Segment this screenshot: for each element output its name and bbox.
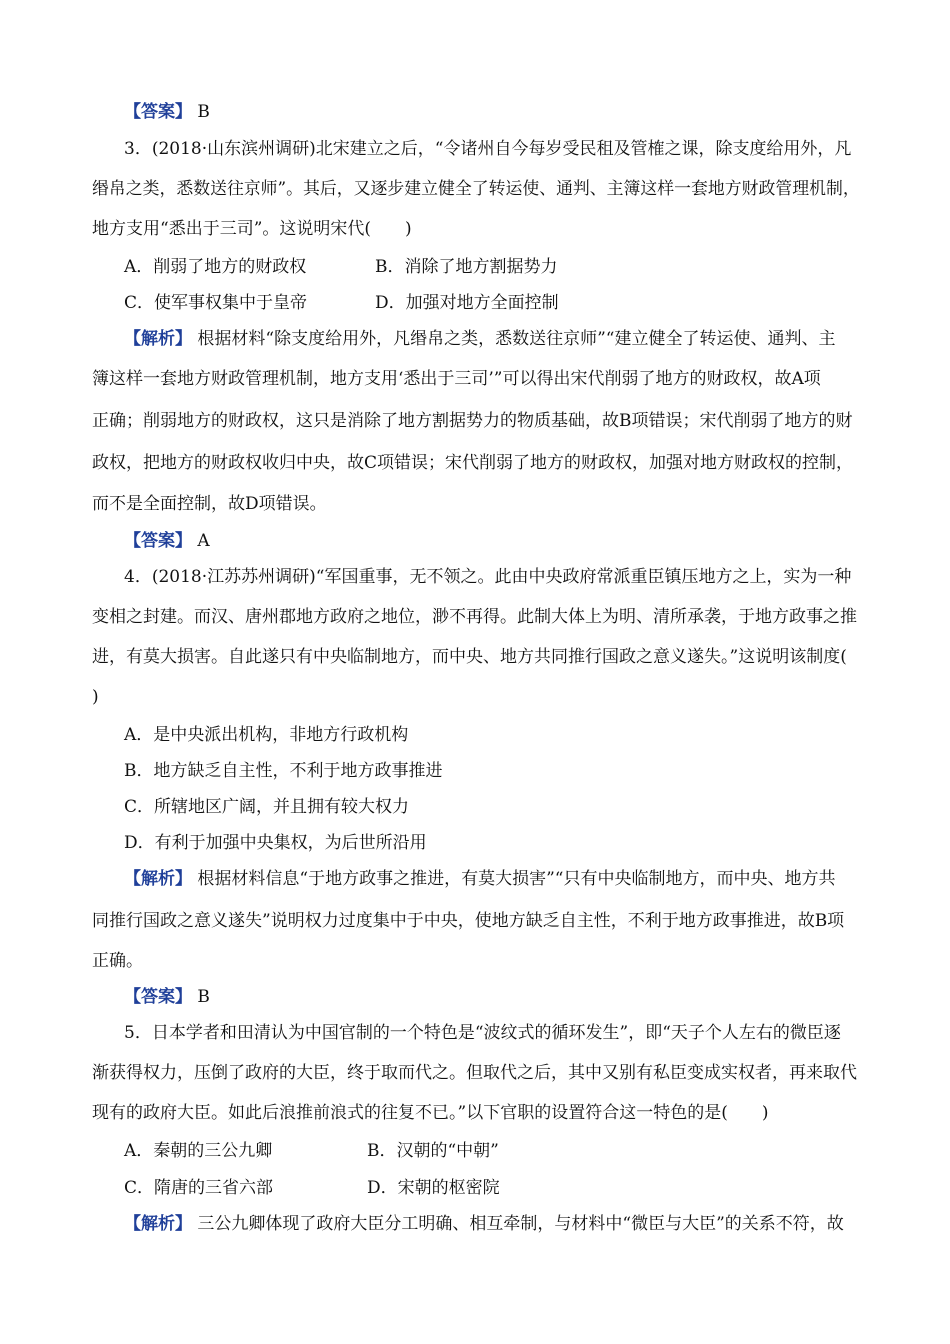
answer-tag: 【答案】 bbox=[124, 987, 192, 1007]
option-d: D．宋朝的枢密院 bbox=[367, 1178, 500, 1198]
analysis-text: 同推行国政之意义遂失”说明权力过度集中于中央，使地方缺乏自主性，不利于地方政事推进，故B项 bbox=[92, 911, 845, 931]
question-stem: 5．日本学者和田清认为中国官制的一个特色是“波纹式的循环发生”，即“天子个人左右的微臣逐 bbox=[124, 1023, 841, 1043]
option-row bbox=[124, 256, 558, 278]
option-a: A．是中央派出机构，非地方行政机构 bbox=[124, 725, 409, 745]
option-d: D．加强对地方全面控制 bbox=[375, 293, 559, 313]
question-stem: 地方支用“悉出于三司”。这说明宋代( ) bbox=[92, 219, 412, 239]
question-stem: ) bbox=[92, 687, 99, 707]
option-b: B．地方缺乏自主性，不利于地方政事推进 bbox=[124, 761, 443, 781]
option-b: B．汉朝的“中朝” bbox=[367, 1141, 499, 1161]
answer-line bbox=[124, 986, 210, 1008]
question-stem: 缗帛之类，悉数送往京师”。其后，又逐步建立健全了转运使、通判、主簿这样一套地方财政管理机制， bbox=[92, 179, 860, 199]
question-stem: 3．(2018·山东滨州调研)北宋建立之后，“令诸州自今每岁受民租及管榷之课，除支度给用外，凡 bbox=[124, 139, 852, 159]
analysis-text: 而不是全面控制，故D项错误。 bbox=[92, 494, 327, 514]
answer-line bbox=[124, 530, 210, 552]
question-stem: 渐获得权力，压倒了政府的大臣，终于取而代之。但取代之后，其中又别有私臣变成实权者，再来取代 bbox=[92, 1063, 857, 1083]
question-stem: 变相之封建。而汉、唐州郡地方政府之地位，渺不再得。此制大体上为明、清所承袭，于地方政事之推 bbox=[92, 607, 857, 627]
option-row bbox=[124, 1140, 499, 1162]
option-c: C．使军事权集中于皇帝 bbox=[124, 293, 308, 313]
question-stem: 4．(2018·江苏苏州调研)“军国重事，无不领之。此由中央政府常派重臣镇压地方之上，实为一种 bbox=[124, 567, 852, 587]
analysis-text: 根据材料信息“于地方政事之推进，有莫大损害”“只有中央临制地方，而中央、地方共 bbox=[197, 869, 836, 889]
answer-line bbox=[124, 101, 210, 123]
analysis-tag: 【解析】 bbox=[124, 869, 192, 889]
answer-tag: 【答案】 bbox=[124, 531, 192, 551]
answer-tag: 【答案】 bbox=[124, 102, 192, 122]
option-row bbox=[124, 1177, 500, 1199]
answer-value: B bbox=[197, 102, 210, 122]
option-row bbox=[124, 292, 559, 314]
analysis-text: 正确。 bbox=[92, 951, 143, 971]
analysis-tag: 【解析】 bbox=[124, 329, 192, 349]
answer-value: B bbox=[197, 987, 210, 1007]
option-a: A．削弱了地方的财政权 bbox=[124, 257, 307, 277]
option-a: A．秦朝的三公九卿 bbox=[124, 1141, 273, 1161]
option-b: B．消除了地方割据势力 bbox=[375, 257, 558, 277]
analysis-text: 簿这样一套地方财政管理机制，地方支用‘悉出于三司’”可以得出宋代削弱了地方的财政权，故A项 bbox=[92, 369, 821, 389]
option-c: C．所辖地区广阔，并且拥有较大权力 bbox=[124, 797, 410, 817]
option-c: C．隋唐的三省六部 bbox=[124, 1178, 274, 1198]
analysis-text: 三公九卿体现了政府大臣分工明确、相互牵制，与材料中“微臣与大臣”的关系不符，故 bbox=[197, 1214, 844, 1234]
analysis-line bbox=[124, 1213, 844, 1235]
analysis-line bbox=[124, 868, 835, 890]
analysis-tag: 【解析】 bbox=[124, 1214, 192, 1234]
analysis-text: 正确；削弱地方的财政权，这只是消除了地方割据势力的物质基础，故B项错误；宋代削弱了地方的财 bbox=[92, 411, 853, 431]
analysis-line bbox=[124, 328, 835, 350]
option-d: D．有利于加强中央集权，为后世所沿用 bbox=[124, 833, 427, 853]
answer-value: A bbox=[197, 531, 210, 551]
analysis-text: 政权，把地方的财政权收归中央，故C项错误；宋代削弱了地方的财政权，加强对地方财政权的控制， bbox=[92, 453, 854, 473]
question-stem: 进，有莫大损害。自此遂只有中央临制地方，而中央、地方共同推行国政之意义遂失。”这说明该制度( bbox=[92, 647, 847, 667]
question-stem: 现有的政府大臣。如此后浪推前浪式的往复不已。”以下官职的设置符合这一特色的是( ) bbox=[92, 1103, 769, 1123]
analysis-text: 根据材料“除支度给用外，凡缗帛之类，悉数送往京师”“建立健全了转运使、通判、主 bbox=[197, 329, 836, 349]
